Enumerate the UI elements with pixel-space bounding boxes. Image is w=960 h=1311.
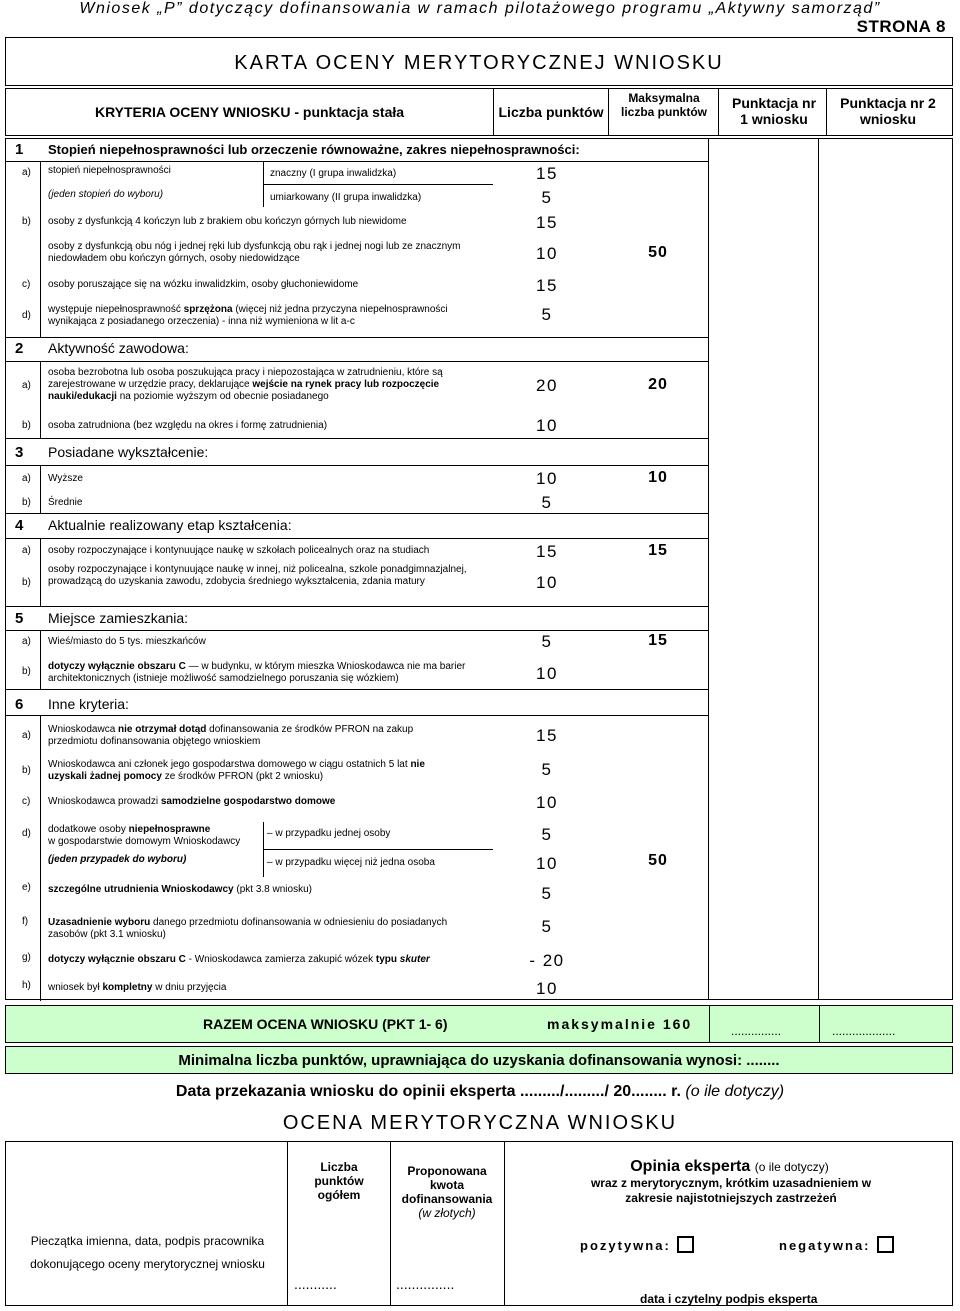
col-criteria: KRYTERIA OCENY WNIOSKU - punktacja stała [94, 104, 405, 120]
s6-b-label: Wnioskodawca ani członek jego gospodarstwa domowego w ciągu ostatnich 5 lat nie uzyskali żadnej pomocy ze środków PFRON (pkt 2 wniosku) [48, 759, 425, 782]
section-2-number: 2 [15, 340, 24, 357]
s4-max-points: 15 [648, 542, 668, 559]
s4-b-letter: b) [22, 577, 31, 588]
s1-a2-label: umiarkowany (II grupa inwalidzka) [270, 192, 422, 203]
col-max: Maksymalna liczba punktów [621, 91, 708, 119]
s1-max-points: 50 [648, 244, 668, 261]
positive-option[interactable]: pozytywna: [580, 1236, 694, 1253]
s6-d1-label: – w przypadku jednej osoby [267, 828, 391, 839]
negative-option[interactable]: negatywna: [779, 1236, 894, 1253]
s1-a1-points: 15 [536, 164, 558, 183]
section-3-number: 3 [15, 444, 24, 461]
s1-a-note: (jeden stopień do wyboru) [48, 189, 164, 200]
s1-c-label: osoby poruszające się na wózku inwalidzkim, osoby głuchoniewidome [48, 279, 359, 290]
card-title-box [5, 37, 953, 86]
s6-h-label: wniosek był kompletny w dniu przyjęcia [48, 982, 227, 993]
s1-a1-label: znaczny (I grupa inwalidzka) [270, 168, 397, 179]
total-score1-dots: ............... [731, 1024, 782, 1038]
section-4-number: 4 [15, 517, 24, 534]
s1-b2-label: osoby z dysfunkcją obu nóg i jednej ręki lub dysfunkcją obu rąk i jednej nogi lub ze znacznym niedowładem obu kończyn górnych, osoby niedowidzące [48, 241, 461, 264]
s4-b-points: 10 [536, 573, 558, 592]
negative-checkbox[interactable] [877, 1236, 894, 1253]
date-line [0, 1083, 960, 1101]
s6-e-letter: e) [22, 882, 31, 893]
s6-d1-points: 5 [541, 825, 553, 844]
section-1-title: Stopień niepełnosprawności lub orzeczenie równoważne, zakres niepełnosprawności: [48, 142, 580, 157]
eval-col-total: Liczba punktów ogółem [314, 1160, 364, 1202]
s5-b-label: dotyczy wyłącznie obszaru C — w budynku, w którym mieszka Wnioskodawca nie ma barier architektonicznych (istnieje możliwość samodzielnego poruszania się wózkiem) [48, 661, 466, 684]
s6-g-label: dotyczy wyłącznie obszaru C - Wnioskodawca zamierza zakupić wózek typu skuter [48, 954, 430, 965]
card-title: KARTA OCENY MERYTORYCZNEJ WNIOSKU [234, 52, 724, 74]
s6-d-label: dodatkowe osoby niepełnosprawne w gospodarstwie domowym Wnioskodawcy [48, 824, 241, 847]
s3-a-letter: a) [22, 473, 31, 484]
s3-a-points: 10 [536, 469, 558, 488]
s6-h-points: 10 [536, 979, 558, 998]
s6-max-points: 50 [648, 852, 668, 869]
page-label: STRONA 8 [856, 17, 946, 36]
s6-b-letter: b) [22, 765, 31, 776]
s1-b2-points: 10 [536, 244, 558, 263]
minimum-row [5, 1046, 953, 1074]
s5-a-letter: a) [22, 636, 31, 647]
section-2-title: Aktywność zawodowa: [48, 340, 189, 356]
s1-a2-points: 5 [541, 188, 553, 207]
s6-c-letter: c) [22, 796, 31, 807]
s3-max-points: 10 [648, 469, 668, 486]
section-6-number: 6 [15, 696, 24, 713]
eval-col-amount: Proponowana kwota dofinansowania (w złotych) [401, 1164, 493, 1220]
evaluation-title: OCENA MERYTORYCZNA WNIOSKU [282, 1112, 678, 1134]
s6-f-label: Uzasadnienie wyboru danego przedmiotu dofinansowania w odniesieniu do posiadanych zasobów (pkt 3.1 wniosku) [48, 917, 448, 940]
minimum-label: Minimalna liczba punktów, uprawniająca do uzyskania dofinansowania wynosi: ........ [178, 1052, 780, 1069]
s3-b-letter: b) [22, 497, 31, 508]
date-label: Data przekazania wniosku do opinii eksperta ........./........./ 20........ r. [175, 1083, 681, 1100]
positive-checkbox[interactable] [677, 1236, 694, 1253]
s1-d-letter: d) [22, 310, 31, 321]
s6-h-letter: h) [22, 980, 31, 991]
s4-a-points: 15 [536, 542, 558, 561]
eval-col-opinion: Opinia eksperta (o ile dotyczy) [630, 1158, 829, 1175]
date-note: (o ile dotyczy) [685, 1083, 785, 1100]
s1-a-letter: a) [22, 167, 31, 178]
section-4-title: Aktualnie realizowany etap kształcenia: [48, 517, 292, 533]
stamp-label: Pieczątka imienna, data, podpis pracownika dokonującego oceny merytorycznej wniosku [30, 1234, 265, 1271]
col-score1: Punktacja nr 1 wniosku [731, 95, 817, 127]
s6-c-points: 10 [536, 793, 558, 812]
s3-a-label: Wyższe [48, 473, 83, 484]
s2-a-label: osoba bezrobotna lub osoba poszukująca pracy i niepozostająca w zatrudnieniu, które są zarejestrowane w urzędzie pracy, deklarujące wejście na rynek pracy lub rozpoczęcie nauki/edukacji na poziomie wyższym od obecnie posiadanego [48, 367, 443, 402]
column-header-row [5, 88, 953, 136]
eval-opinion-sub: wraz z merytorycznym, krótkim uzasadnieniem w zakresie najistotniejszych zastrzeżeń [590, 1176, 872, 1205]
s1-d-points: 5 [541, 305, 553, 324]
evaluation-table [5, 1141, 953, 1306]
s5-a-points: 5 [541, 632, 553, 651]
s1-d-label: występuje niepełnosprawność sprzężona (więcej niż jedna przyczyna niepełnosprawności wynikająca z posiadanego orzeczenia) - inna niż wymieniona w lit a-c [48, 304, 448, 327]
s3-b-label: Średnie [48, 497, 83, 508]
s6-d-letter: d) [22, 828, 31, 839]
section-5-title: Miejsce zamieszkania: [48, 610, 189, 626]
s1-c-letter: c) [22, 279, 31, 290]
s6-c-label: Wnioskodawca prowadzi samodzielne gospodarstwo domowe [48, 796, 336, 807]
s6-b-points: 5 [541, 760, 553, 779]
section-6-title: Inne kryteria: [48, 696, 129, 712]
s3-b-points: 5 [541, 493, 553, 512]
s6-e-label: szczególne utrudnienia Wnioskodawcy (pkt 3.8 wniosku) [48, 884, 312, 895]
s2-a-points: 20 [536, 376, 558, 395]
s5-a-label: Wieś/miasto do 5 tys. mieszkańców [48, 636, 206, 647]
s6-a-label: Wnioskodawca nie otrzymał dotąd dofinansowania ze środków PFRON na zakup przedmiotu dofinansowania objętego wnioskiem [48, 724, 414, 747]
running-title: Wniosek „P” dotyczący dofinansowania w ramach pilotażowego programu „Aktywny samorząd” [79, 0, 881, 17]
s1-b1-points: 15 [536, 213, 558, 232]
section-3-title: Posiadane wykształcenie: [48, 444, 209, 460]
s6-f-points: 5 [541, 917, 553, 936]
total-max: maksymalnie 160 [547, 1016, 693, 1032]
s1-c-points: 15 [536, 276, 558, 295]
s2-a-letter: a) [22, 380, 31, 391]
s4-a-label: osoby rozpoczynające i kontynuujące naukę w szkołach policealnych oraz na studiach [48, 545, 430, 556]
total-label: RAZEM OCENA WNIOSKU (PKT 1- 6) [203, 1016, 448, 1032]
s2-b-letter: b) [22, 420, 31, 431]
signature-label: data i czytelny podpis eksperta [640, 1292, 818, 1306]
s6-e-points: 5 [541, 884, 553, 903]
s1-b-letter: b) [22, 216, 31, 227]
s2-b-label: osoba zatrudniona (bez względu na okres i formę zatrudnienia) [48, 420, 328, 431]
s4-b-label: osoby rozpoczynające i kontynuujące naukę w innej, niż policealna, szkole ponadgimnazjalnej, prowadzącą do uzyskania zawodu, zdobycia średniego wykształcenia, zdania matury [48, 564, 467, 587]
s6-g-points: - 20 [529, 951, 565, 970]
s2-max-points: 20 [648, 376, 668, 393]
s5-max-points: 15 [648, 632, 668, 649]
s6-a-points: 15 [536, 726, 558, 745]
s5-b-points: 10 [536, 664, 558, 683]
s6-a-letter: a) [22, 730, 31, 741]
s6-d2-points: 10 [536, 854, 558, 873]
section-5-number: 5 [15, 610, 24, 627]
total-row [5, 1005, 953, 1043]
s5-b-letter: b) [22, 666, 31, 677]
eval-amount-dots: ............... [396, 1276, 455, 1292]
s6-f-letter: f) [22, 916, 29, 927]
s2-b-points: 10 [536, 416, 558, 435]
section-1-number: 1 [15, 141, 24, 158]
col-points: Liczba punktów [498, 104, 604, 120]
s6-d-note: (jeden przypadek do wyboru) [48, 854, 187, 865]
s6-d2-label: – w przypadku więcej niż jedna osoba [267, 857, 435, 868]
eval-total-dots: ........... [294, 1276, 337, 1292]
col-score2: Punktacja nr 2 wniosku [840, 95, 936, 127]
s6-g-letter: g) [22, 952, 31, 963]
total-score2-dots: ................... [832, 1024, 896, 1038]
s1-b1-label: osoby z dysfunkcją 4 kończyn lub z brakiem obu kończyn górnych lub niewidome [48, 216, 407, 227]
s4-a-letter: a) [22, 545, 31, 556]
s1-a-label: stopień niepełnosprawności [48, 165, 171, 176]
